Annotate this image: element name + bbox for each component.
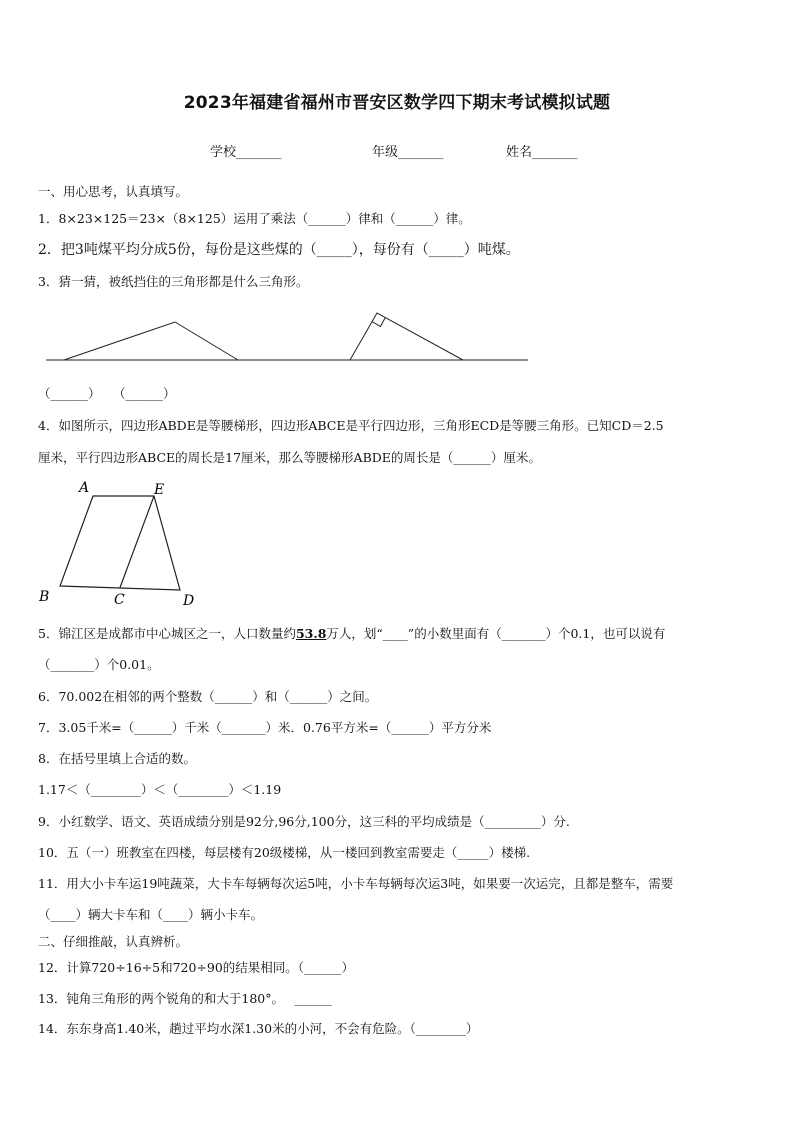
label-d: D xyxy=(183,593,195,609)
label-b: B xyxy=(39,589,50,605)
question-5-line-1 xyxy=(38,624,665,642)
school-field: 学校_______ xyxy=(210,145,282,160)
triangles-figure xyxy=(0,310,794,370)
label-a: A xyxy=(79,480,90,496)
question-14: 14．东东身高1.40米，趟过平均水深1.30米的小河，不会有危险。（________） xyxy=(38,1021,479,1036)
label-c: C xyxy=(114,592,125,608)
section-heading-1: 一、用心思考，认真填写。 xyxy=(38,184,189,199)
question-7: 7．3.05千米=（______）千米（_______）米．0.76平方米=（______）平方分米 xyxy=(38,720,492,735)
question-5-line-2: （_______）个0.01。 xyxy=(38,657,160,672)
question-3-answers: （______） （______） xyxy=(38,386,176,401)
question-1: 1．8×23×125＝23×（8×125）运用了乘法（______）律和（______）律。 xyxy=(38,211,471,226)
question-5-underlined-number: 53.8 xyxy=(295,626,327,641)
question-2: 2．把3吨煤平均分成5份，每份是这些煤的（_____），每份有（_____）吨煤。 xyxy=(38,242,520,258)
grade-field: 年级_______ xyxy=(372,145,444,160)
question-10: 10．五（一）班教室在四楼，每层楼有20级楼梯，从一楼回到教室需要走（_____）楼梯. xyxy=(38,845,531,860)
question-3: 3．猜一猜，被纸挡住的三角形都是什么三角形。 xyxy=(38,274,309,289)
question-11-line-1: 11．用大小卡车运19吨蔬菜，大卡车每辆每次运5吨，小卡车每辆每次运3吨，如果要一次运完，且都是整车，需要 xyxy=(38,876,674,891)
question-4-line-2: 厘米，平行四边形ABCE的周长是17厘米，那么等腰梯形ABDE的周长是（______）厘米。 xyxy=(38,450,541,465)
question-13: 13．钝角三角形的两个锐角的和大于180°。 ______ xyxy=(38,991,332,1006)
section-heading-2: 二、仔细推敲，认真辨析。 xyxy=(38,934,189,949)
question-5-text-a: 5．锦江区是成都市中心城区之一，人口数量约 xyxy=(38,626,296,641)
question-12: 12．计算720÷16÷5和720÷90的结果相同。（______） xyxy=(38,960,355,975)
question-9: 9．小红数学、语文、英语成绩分别是92分,96分,100分，这三科的平均成绩是（_________）分. xyxy=(38,814,570,829)
question-4-line-1: 4．如图所示，四边形ABDE是等腰梯形，四边形ABCE是平行四边形，三角形ECD是等腰三角形。已知CD＝2.5 xyxy=(38,418,664,433)
question-5-text-b: 万人，划“____”的小数里面有（_______）个0.1，也可以说有 xyxy=(326,626,666,641)
question-8: 8．在括号里填上合适的数。 xyxy=(38,751,196,766)
page-title: 2023年福建省福州市晋安区数学四下期末考试模拟试题 xyxy=(183,93,611,113)
trapezoid-figure xyxy=(30,476,230,616)
question-8-line-2: 1.17＜（________）＜（________）＜1.19 xyxy=(38,782,282,797)
question-11-line-2: （____）辆大卡车和（____）辆小卡车。 xyxy=(38,907,264,922)
name-field: 姓名_______ xyxy=(506,145,578,160)
label-e: E xyxy=(154,482,165,498)
question-6: 6．70.002在相邻的两个整数（______）和（______）之间。 xyxy=(38,689,378,704)
